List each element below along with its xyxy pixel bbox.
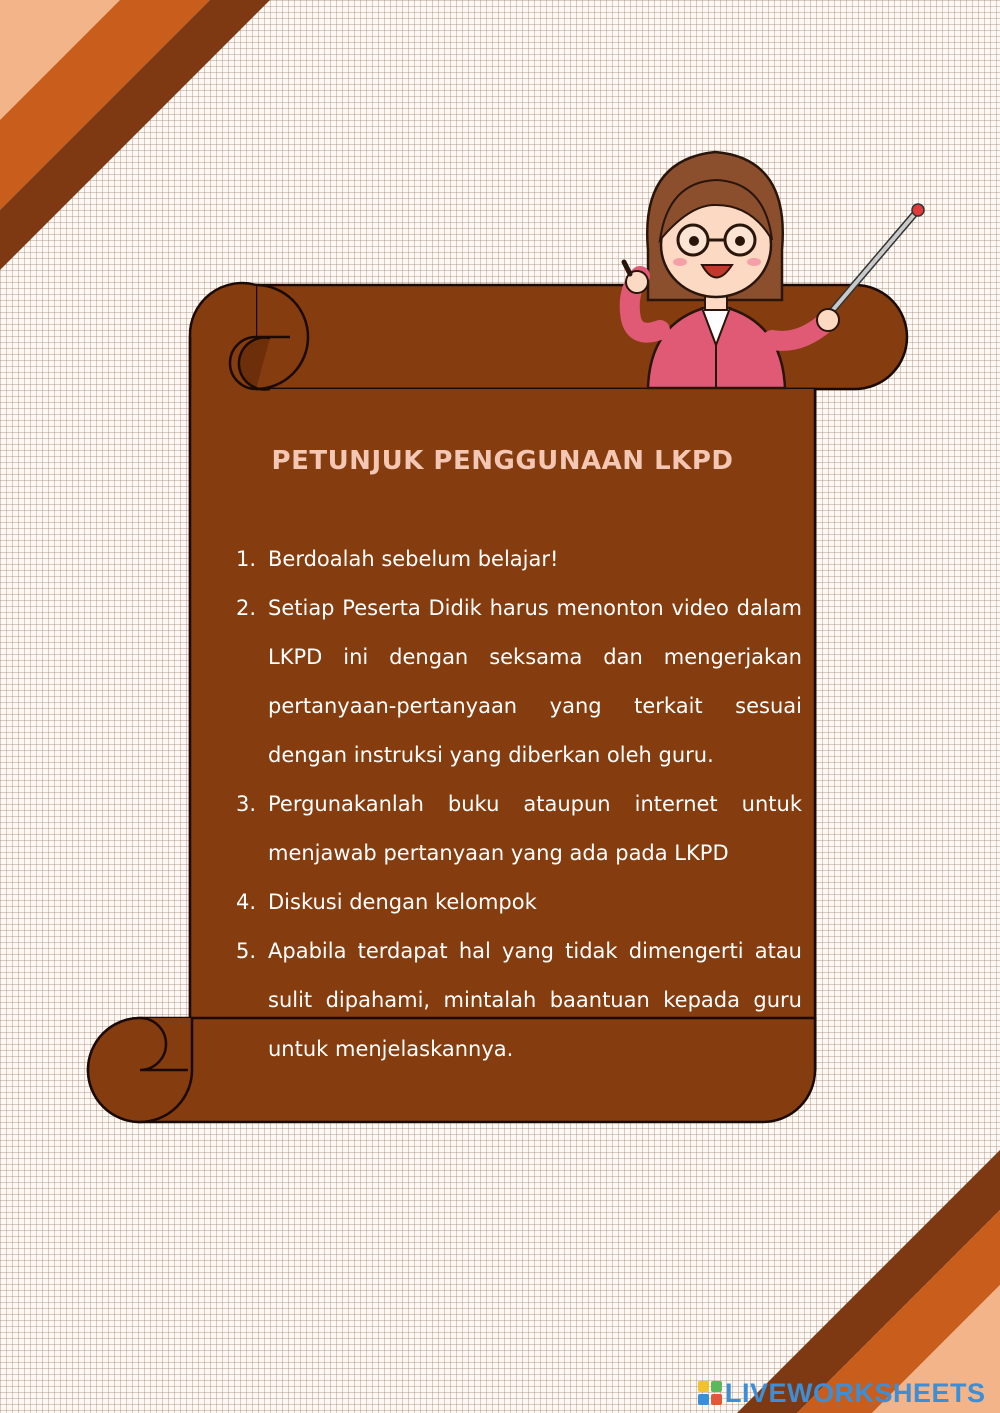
instruction-item (236, 535, 802, 584)
instruction-text: Setiap Peserta Didik harus menonton video dalam LKPD ini dengan seksama dan mengerjakan pertanyaan-pertanyaan yang terkait sesuai dengan instruksi yang diberkan oleh guru. (268, 596, 802, 767)
page-title: PETUNJUK PENGGUNAAN LKPD (271, 446, 734, 476)
instruction-text: Apabila terdapat hal yang tidak dimengerti atau sulit dipahami, mintalah baantuan kepada guru untuk menjelaskannya. (268, 939, 802, 1061)
brand-name: LIVEWORKSHEETS (725, 1377, 986, 1408)
instruction-list (236, 535, 802, 1074)
instruction-number: 5. (236, 939, 257, 963)
instruction-text: Berdoalah sebelum belajar! (268, 547, 559, 571)
instruction-item (236, 780, 802, 878)
liveworksheets-brand[interactable] (698, 1378, 986, 1408)
instruction-number: 4. (236, 890, 257, 914)
instruction-item (236, 927, 802, 1074)
instruction-text: Diskusi dengan kelompok (268, 890, 537, 914)
instruction-item (236, 878, 802, 927)
corner-decoration-bottom-right (737, 1150, 1000, 1413)
liveworksheets-logo-icon (698, 1381, 722, 1405)
instruction-number: 2. (236, 596, 257, 620)
corner-decoration-top-left (0, 0, 270, 270)
instruction-number: 1. (236, 547, 257, 571)
instruction-number: 3. (236, 792, 257, 816)
instruction-item (236, 584, 802, 780)
instruction-text: Pergunakanlah buku ataupun internet untuk menjawab pertanyaan yang ada pada LKPD (268, 792, 802, 865)
